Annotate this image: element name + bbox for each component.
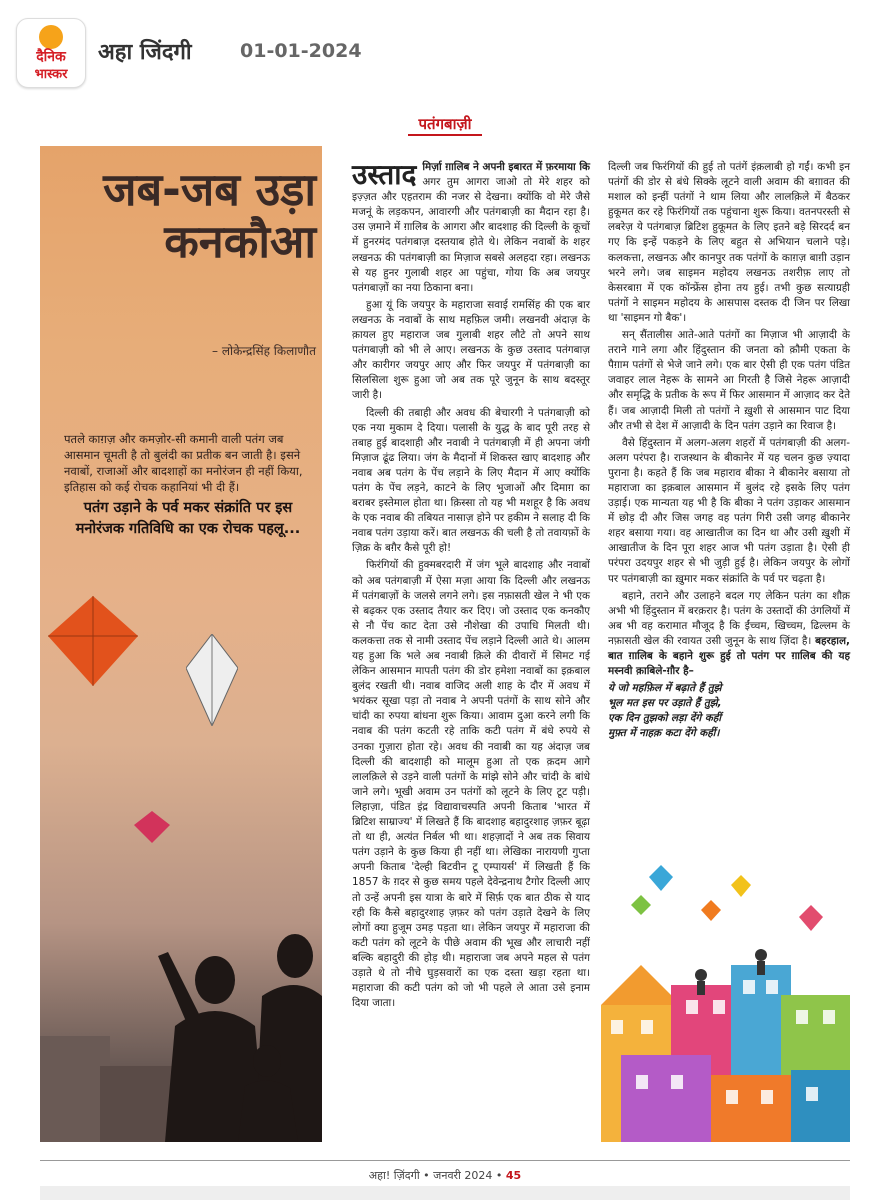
rooftop-kites-illustration bbox=[601, 855, 850, 1142]
white-kite-icon bbox=[186, 634, 238, 726]
edition-date: 01-01-2024 bbox=[240, 40, 362, 62]
orange-kite-icon bbox=[48, 596, 138, 686]
ghalib-verse bbox=[608, 681, 850, 741]
paragraph-5: दिल्ली जब फिरंगियों की हुई तो पतंगें इंक़लाबी हो गईं। कभी इन पतंगों की डोर से बंधे सिक्के लूटने वाली अवाम की बग़ावत की मशाल को इन्हीं पतंगों ने थाम लिया और लालक़िले में बैठकर हुकूमत कर रहे फिरंगियों तक पहुंचाना शुरू किया। वतनपरस्ती से लबरेज़ ये पतंगबाज़ ब्रिटिश हुकूमत के लिए इतने बड़े सिरदर्द बन गए कि इन्हें पकड़ने के लिए बहुत से अभियान चलाने पड़े। कलकत्ता, लखनऊ और कानपुर तक पतंगों के काग़ज़ बाग़ी उड़ान भरने लगे। जब साइमन महोदय लखनऊ तशरीफ़ लाए तो केसरबाग़ में एक कॉन्फ्रेंस होना तय हुई। तभी कुछ सत्याग्रही पतंगों ने साइमन महोदय के आसपास दस्तक दी जिन पर लिखा था 'साइमन गो बैक'। bbox=[608, 161, 850, 324]
pink-kite-icon bbox=[134, 811, 170, 843]
text-column-1 bbox=[352, 160, 590, 1142]
sun-icon bbox=[39, 25, 63, 49]
paragraph-1: अगर तुम आगरा जाओ तो मेरे शहर को इज़्ज़त और एहतराम की नजर से देखना। क्योंकि वो मेरे जैसे मजनूं के लड़कपन, आवारगी और पतंगबाज़ी का मैदान रहा है। उस ज़माने में ग़ालिब के आगरा और बादशाह की दिल्ली के कूचों में हुनरमंद पतंगबाज़ दस्तयाब होते थे। लेकिन नवाबों के शहर लखनऊ की पतंगबाज़ी का मिज़ाज सबसे अलहदा रहा। लखनऊ से यह हुनर गुलाबी शहर आ पहुंचा, गोया कि अब जयपुर पतंगबाज़ों का नया ठिकाना बना। bbox=[352, 176, 590, 294]
illustration-drawing bbox=[601, 855, 850, 1142]
top-bar bbox=[0, 0, 890, 100]
paragraph-6: सन् सैंतालीस आते-आते पतंगों का मिज़ाज भी आज़ादी के तराने गाने लगा और हिंदुस्तान की जनता को क़ौमी एकता के पैग़ाम पतंगों से भेजे जाने लगे। एक बार ऐसी ही एक पतंग पंडित जवाहर लाल नेहरू के सामने आ गिरती है जिसे नेहरू आज़ादी और समृद्धि के प्रतीक के रूप में फिर आसमान में आज़ाद कर देते हैं। जब आज़ादी मिली तो पतंगों ने ख़ुशी से आसमान पाट दिया और तभी से देश में आज़ादी के दिन पतंग उड़ाने का रिवाज है। bbox=[608, 329, 850, 432]
paragraph-8: बहाने, तराने और उलाहने बदल गए लेकिन पतंग का शौक़ अभी भी हिंदुस्तान में बरक़रार है। पतंग के उस्तादों की उंगलियों में अब भी वह करामात मौजूद है कि ईंच्चम, खिच्चम, ढिल्लम के नफ़ासती खेल की रवायत उसी जुनून के साथ ज़िंदा है। bbox=[608, 589, 850, 647]
logo-text-line2: भास्कर bbox=[34, 67, 68, 82]
lead-text: मिर्ज़ा ग़ालिब ने अपनी इबारत में फ़रमाया कि bbox=[422, 161, 590, 173]
article-highlight: पतंग उड़ाने के पर्व मकर संक्रांति पर इस मनोरंजक गतिविधि का एक रोचक पहलू... bbox=[75, 500, 301, 537]
verse-line: ये जो महफ़िल में बढ़ाते हैं तुझे bbox=[608, 682, 722, 695]
text-column-2 bbox=[608, 160, 850, 850]
article-author: – लोकेन्द्रसिंह किलाणौत bbox=[212, 344, 316, 358]
section-title: पतंगबाज़ी bbox=[418, 115, 472, 133]
verse-line: मुफ़्त में नाहक़ कटा देंगे कहीं। bbox=[608, 727, 720, 740]
verse-line: एक दिन तुझको लड़ा देंगे कहीं bbox=[608, 712, 722, 725]
kite-photo-panel bbox=[40, 146, 322, 1142]
next-page-strip bbox=[40, 1186, 850, 1200]
article-intro: पतले काग़ज़ और कमज़ोर-सी कमानी वाली पतंग जब आसमान चूमती है तो बुलंदी का प्रतीक बन जाती है। इसने नवाबों, राजाओं और बादशाहों का मनोरंजन ही नहीं किया, इतिहास को कई रोचक कहानियां भी दी हैं। bbox=[64, 432, 303, 494]
silhouette-figures bbox=[40, 916, 322, 1142]
section-underline bbox=[408, 134, 482, 136]
edition-title: अहा जिंदगी bbox=[98, 40, 192, 65]
paragraph-8-bold: बहरहाल, बात ग़ालिब के बहाने शुरू हुई तो पतंग पर ग़ालिब की यह मस्नवी क़ाबिले-ग़ौर है– bbox=[608, 634, 850, 678]
logo-text-line1: दैनिक bbox=[36, 49, 66, 65]
footer-divider bbox=[40, 1160, 850, 1161]
footer-page-number: 45 bbox=[505, 1169, 522, 1182]
paragraph-3: दिल्ली की तबाही और अवध की बेचारगी ने पतंगबाज़ी को एक नया मुकाम दे दिया। पलासी के युद्ध के बाद पूरी तरह से तबाह हुई बादशाही और नवाबी ने पतंगबाज़ी में ही अपना जंगी मिज़ाज ढूंढ लिया। जंग के मैदानों में शिकस्त खाए बादशाह और नवाब अब पतंग के पेंच लड़ाने के लिए मैदान में आए क्योंकि पतंग के पेंच लड़ने, काटने के लिए भुजाओं और दिमाग़ का बराबर इस्तेमाल होता था। क़िस्सा तो यह भी मशहूर है कि अवध के एक नवाब की तबियत नासाज़ होने पर हकीम ने सलाह दी कि नवाब पतंग उड़ाया करें। बात लखनऊ की चली है तो तवायफ़ों के ज़िक्र के बग़ैर कैसे पूरी हो! bbox=[352, 406, 591, 555]
drop-word: उस्ताद bbox=[352, 158, 417, 191]
page-footer: अहा! ज़िंदगी • जनवरी 2024 • 45 bbox=[368, 1169, 522, 1182]
footer-issue: जनवरी 2024 bbox=[433, 1169, 493, 1182]
paragraph-4: फिरंगियों की हुक्मबरदारी में जंग भूले बादशाह और नवाबों को अब पतंगबाज़ी में ऐसा मज़ा आया कि दिल्ली और लखनऊ में पतंगबाज़ों के जलसे लगने लगे। इस नफ़ासती खेल ने भी एक से बढ़कर एक उस्ताद तैयार कर दिए। जो उस्ताद एक कनकौए से नौ पेंच काट देता उसे नौशेखा की उपाधि मिलती थी। कलकत्ता तक से नामी उस्ताद पेंच लड़ाने दिल्ली आते थे। आलम यह हुआ कि भले अब नवाबी क़िले की दीवारों में सिमट गई लेकिन आसमान मापती पतंग की डोर हमेशा नवाबों का इक़बाल बुलंद रखती थी। नवाब वाजिद अली शाह के दौर में अवध में भयंकर सूखा पड़ा तो नवाब ने अपनी पतंगों के साथ सोने और चांदी का रुपया बांधना शुरू किया। आवाम दुआ करने लगी कि नवाब की पतंग कटती रहे ताकि कटी पतंग में बंधे रुपये से उनका गुज़ारा होता रहे। अवध की नवाबी का यह अंदाज़ जब दिल्ली की बादशाही को मालूम हुआ तो एक क़दम आगे लालक़िले से उड़ने वाली पतंगों के मांझे सोने और चांदी के बांधे जाने लगे। भूखी अवाम उन पतंगों को लूटने के लिए टूट पड़ी। लिहाज़ा, पंडित इंद्र विद्यावाचस्पति अपनी किताब 'भारत में ब्रिटिश साम्राज्य' में लिखते हैं कि बादशाह बहादुरशाह ज़फ़र बूढ़ा तो था ही, अत्यंत निर्बल भी था। शहज़ादों ने अब तक सिवाय पतंग उड़ाने के कुछ किया ही नहीं था। लेखिका नारायणी गुप्ता अपनी किताब 'देल्ही बिटवीन टू एम्पायर्स' में लिखती हैं कि 1857 के ग़दर से कुछ समय पहले देवेन्द्रनाथ टैगोर दिल्ली आए तो उन्हें अपनी इस यात्रा के बारे में सिर्फ़ एक बात ठीक से याद रही कि कैसे बहादुरशाह ज़फ़र को पतंग उड़ाते देखने के लिए लोगों क्या हुजूम उमड़ पड़ता था। लेकिन जयपुर में महाराजा की कटी पतंग को लूटने के पीछे अवाम की भूख और लाचारी नहीं बल्कि बहादुरी की होड़ थी। महाराजा जब अपने महल से पतंग उड़ाते थे तो नीचे घुड़सवारों का एक दस्ता खड़ा रहता था। महाराजा की कटी पतंग को जो भी पहले ले आता उसे इनाम दिया जाता। bbox=[352, 559, 590, 1010]
verse-line: भूल मत इस पर उड़ाते हैं तुझे, bbox=[608, 697, 722, 710]
footer-magazine: अहा! ज़िंदगी bbox=[368, 1169, 420, 1182]
paragraph-2: हुआ यूं कि जयपुर के महाराजा सवाई रामसिंह की एक बार लखनऊ के नवाबों के साथ महफ़िल जमी। लखनवी अंदाज़ के क़ायल हुए महाराज जब गुलाबी शहर लौटे तो अपने साथ पतंगबाज़ी को भी ले आए। लखनऊ के कुछ उस्ताद पतंगबाज़ और कारीगर जयपुर आए और फिर जयपुर में पतंगबाज़ी का सिलसिला शुरू हुआ जो अब तक पूरे जुनून के साथ बदस्तूर जारी है। bbox=[352, 298, 590, 402]
paragraph-7: वैसे हिंदुस्तान में अलग-अलग शहरों में पतंगबाज़ी की अलग-अलग परंपरा है। राजस्थान के बीकानेर में यह चलन कुछ ज़्यादा पुराना है। कहते हैं कि जब महाराव बीका ने बीकानेर बसाया तो महाराजा का इक़बाल आसमान में बुलंद रहे इसके लिए पतंग उड़ाई। एक मान्यता यह भी है कि बीका ने पतंग उड़ाकर आसमान में छोड़ दी और जिस जगह वह पतंग गिरी उसी जगह बीकानेर शहर बसाया गया। वह आखातीज का दिन था और उसी ख़ुशी में आखातीज के दिन पूरा शहर आज भी पतंग उड़ाता है। ऐसी ही परंपरा उदयपुर शहर से भी जुड़ी हुई है। लेकिन जयपुर के लोगों पर पतंगबाज़ी का ख़ुमार मकर संक्रांति के पर्व पर चढ़ता है। bbox=[608, 436, 850, 585]
article-title: जब-जब उड़ा कनकौआ bbox=[103, 163, 316, 268]
dainik-bhaskar-logo[interactable] bbox=[16, 18, 86, 88]
